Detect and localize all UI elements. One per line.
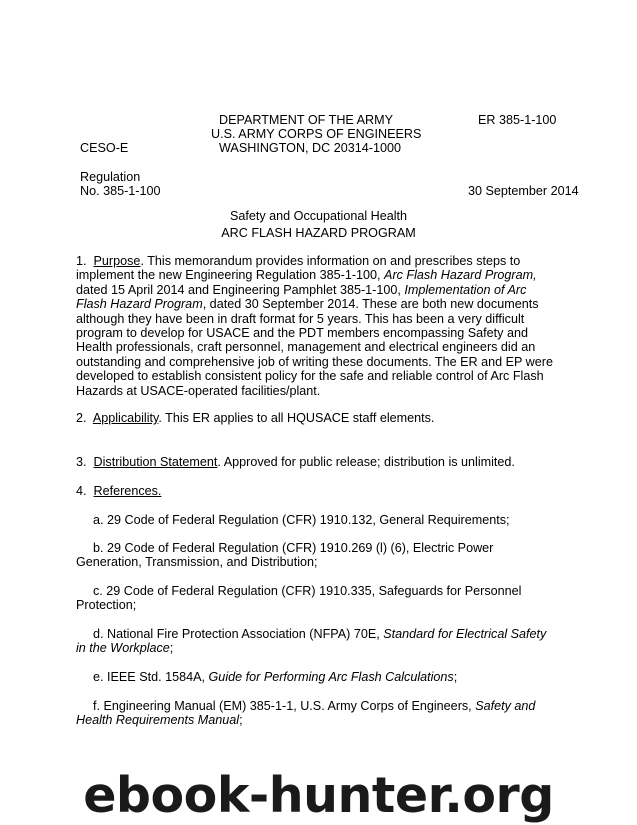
subject-title: Safety and Occupational Health [229, 209, 408, 223]
reference-e-suffix: ; [453, 670, 458, 684]
applicability-text: . This ER applies to all HQUSACE staff elements. [158, 411, 435, 425]
er-number: ER 385-1-100 [478, 113, 557, 127]
reference-a: a. 29 Code of Federal Regulation (CFR) 1910.132, General Requirements; [93, 513, 510, 527]
applicability-number: 2. [76, 411, 87, 425]
reference-e-prefix: e. IEEE Std. 1584A, [93, 670, 209, 684]
purpose-heading: Purpose [93, 254, 141, 268]
reference-d-title: Standard for Electrical Safety in the Workplace [76, 627, 547, 656]
regulation-date: 30 September 2014 [468, 184, 579, 198]
references-heading: References. [93, 484, 162, 498]
corps-heading: U.S. ARMY CORPS OF ENGINEERS [211, 127, 422, 141]
reference-e-title: Guide for Performing Arc Flash Calculations [208, 670, 454, 684]
purpose-er-title: Arc Flash Hazard Program, [384, 268, 537, 283]
regulation-label: Regulation [80, 170, 141, 184]
distribution-heading: Distribution Statement [93, 455, 218, 469]
references-number: 4. [76, 484, 87, 498]
reference-d-prefix: d. National Fire Protection Association (NFPA) 70E, [93, 627, 384, 641]
purpose-text-2: dated 15 April 2014 and Engineering Pamphlet 385-1-100, [76, 282, 405, 297]
reference-c: c. 29 Code of Federal Regulation (CFR) 1910.335, Safeguards for Personnel Protection; [76, 584, 522, 613]
regulation-number: No. 385-1-100 [80, 184, 161, 198]
watermark-text: ebook-hunter.org [83, 767, 554, 824]
reference-f [76, 699, 554, 728]
purpose-ep-title: Implementation of Arc Flash Hazard Program [76, 282, 527, 312]
purpose-number: 1. [76, 254, 87, 268]
distribution-paragraph [76, 455, 554, 469]
program-title: ARC FLASH HAZARD PROGRAM [221, 226, 416, 240]
address: WASHINGTON, DC 20314-1000 [219, 141, 401, 155]
reference-b: b. 29 Code of Federal Regulation (CFR) 1910.269 (l) (6), Electric Power Generation, Transmission, and Distribution; [76, 541, 494, 570]
office-symbol: CESO-E [80, 141, 129, 155]
department-heading: DEPARTMENT OF THE ARMY [219, 113, 394, 127]
applicability-heading: Applicability [92, 411, 159, 425]
distribution-number: 3. [76, 455, 87, 469]
distribution-text: . Approved for public release; distribution is unlimited. [217, 455, 515, 469]
references-heading-line [76, 484, 554, 498]
reference-f-title: Safety and Health Requirements Manual [76, 699, 536, 728]
reference-e [76, 670, 554, 684]
applicability-paragraph [76, 411, 554, 425]
purpose-text-3: , dated 30 September 2014. These are both new documents although they have been in draft format for 5 years. This has been a very difficult program to develop for USACE and the PDT members encompassing Safety and Health professionals, craft personnel, management and electrical engineers did an outstanding and comprehensive job of writing these documents. The ER and EP were developed to establish consistent policy for the safe and reliable control of Arc Flash Hazards at USACE-operated facilities/plant. [76, 297, 553, 398]
reference-d [76, 627, 554, 656]
purpose-paragraph [76, 254, 554, 398]
reference-f-prefix: f. Engineering Manual (EM) 385-1-1, U.S. Army Corps of Engineers, [93, 699, 476, 713]
purpose-text-1: . This memorandum provides information on and prescribes steps to implement the new Engineering Regulation 385-1-100, [76, 254, 521, 283]
reference-f-suffix: ; [239, 713, 243, 728]
reference-d-suffix: ; [169, 641, 174, 656]
